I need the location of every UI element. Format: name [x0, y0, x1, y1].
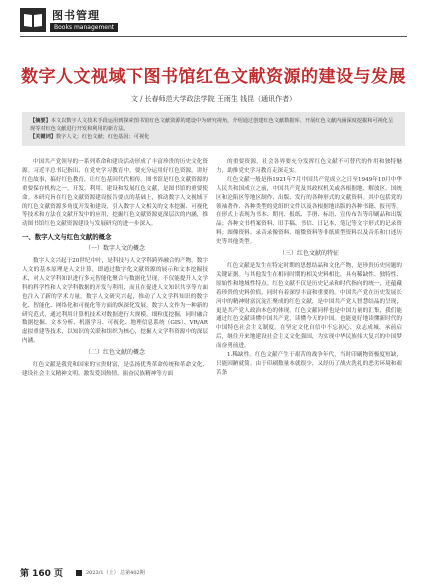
abstract-text: 本文以数字人文技术手段运用到探索图书馆红色文献资源的建设中为研究视角，介绍通过创建红色文献数据库、开展红色文献内涵深度挖掘和可视化呈现等对红色文献进行开发和利用的新方法。 [30, 118, 394, 132]
right-column [216, 158, 402, 378]
keywords-text: 数字人文；红色文献；红色基因；可视化 [55, 134, 150, 140]
section-header [20, 6, 407, 40]
section-heading: 一、数字人文与红色文献的概念 [22, 233, 112, 242]
subsection-heading: （一）数字人文的概念 [84, 245, 145, 253]
paragraph: 数字人文兴起于20世纪中叶，是科技与人文学科跨界融合的产物。数字人文的基本原理是人文计算，即通过数字化文献资源的展示和文本挖掘技术，对人文学科知识进行多元智能化聚合与数据化呈现，不仅能提升人文学科的科学性和人文学科数据的开发与利用，而且在促进人文知识共享等方面也注入了新的学术力量。数字人文研究兴起，推动了人文学科知识的数字化、智能化、网络化和可视化等方面的纵深化发展。数字人文作为一种新的研究范式，通过利用计算机技术对数据进行大规模、细粒度挖掘，同时融合数据挖掘、文本分析、机器学习、可视化、地理信息系统（GIS）、VR/AR虚拟重建等技术，以知识的关联和组织为核心，挖掘人文学科资源中的深层内涵。 [22, 258, 208, 345]
section-subtitle: Books management [50, 23, 118, 32]
paragraph: 1.稀缺性。红色文献产生于艰苦的战争年代，当时印刷物资极度短缺，只能因陋就简。由于印刷数量本就很少，又经历了战火洗礼的恶劣环境和艰苦条 [216, 352, 402, 376]
section-title: 图书管理 [52, 9, 100, 22]
paragraph: 的重要资源，社会各界要充分发挥红色文献不可替代的作用和独特魅力，助推党史学习教育走深走实。 [216, 159, 402, 174]
paragraph: 中国共产党领导的一系列革命和建设活动形成了丰富珍贵的历史文化资源。习近平总书记指出，在党史学习教育中，要充分运用好红色资源，讲好红色故事，搞好红色教育，让红色基因代代相传。图书馆是红色文献资源的重要保存机构之一，开发、利用、建设和发展红色文献，是图书馆的重要使命。本研究旨在红色文献资源建设报告要点的基础上，推动数字人文视域下的红色文献资源多角度开发和建设，引入数字人文相关的文本挖掘、可视化等技术和方法在文献开发中的应用，挖掘红色文献资源更深层次的内涵，推动图书馆红色文献资源建设与发展研究的进一步深入。 [22, 159, 208, 228]
paragraph: 红色文献是我党和国家的宝贵财富，是弘扬优秀革命传统和革命文化、建设社会主义精神文明、激发爱国热情、振奋民族精神等方面 [22, 362, 208, 377]
header-divider [20, 36, 407, 37]
abstract-label: 【摘要】 [30, 118, 51, 124]
issue-info: 2023/1（上） 总第402期 [86, 570, 145, 576]
paragraph: 红色文献一般是指1921年7月中国共产党成立之日至1949年10月中华人民共和国成立之前，中国共产党及其政权机关或各根据地、解放区、国统区和沦陷区等地区制作、出版、发行的各种形式的文献资料。其中包括党的领袖著作、各种类型的党组织文件以及各根据地出版的各种书籍、报刊等。在形式上表现为书本、期刊、报纸、手册、标语、宣传布告等印刷品和出版品；各种文书档案资料、旧手稿、书信、日记本、笔记等文字形式的记录资料；图像资料、录音录像资料、缩微资料等非纸质型资料以及音乐和口述历史等其他类型。 [216, 176, 402, 246]
subsection-heading: （三）红色文献的特征 [278, 250, 339, 258]
abstract-box [22, 112, 405, 146]
left-column [22, 158, 208, 379]
author-line: 文 / 长春师范大学政法学院 王雨生 钱昆（通讯作者） [130, 95, 297, 103]
subsection-heading: （二）红色文献的概念 [84, 349, 145, 357]
abstract [30, 117, 397, 133]
footer-marker [76, 570, 82, 576]
page-footer [20, 566, 407, 580]
article-title: 数字人文视域下图书馆红色文献资源的建设与发展 [21, 67, 406, 87]
book-icon [20, 8, 46, 32]
page-number: 第 160 页 [20, 569, 64, 579]
paragraph: 红色文献是发生在特定时期的思想结晶和文化产物，是珍贵历史问题的关键证据。与其他发生在相同时期的相关史料相比，具有稀缺性、独特性、原始性和地域性特点。红色文献不仅是历史记录和时代指向的统一，还蕴藏着珍贵的史料价值，同时有着深厚丰富和重要的。中国共产党在历史发展长河中的精神财富沉淀汇聚成的红色文献，是中国共产党人智慧结晶的呈现，更是共产党人政治本色的体现。红色文献同样也是中国力量的汇集，我们能通过红色文献读懂中国共产党，读懂今天的中国。也能更好地读懂新时代的中国特色社会主义制度。在坚定文化自信中不忘初心、众志成城、承前启后，继往开来地建设社会主义文化强国，为实现中华民族伟大复兴的中国梦而奋勇前进。 [216, 262, 402, 350]
keywords-label: 【关键词】 [30, 134, 56, 140]
keywords [30, 133, 397, 141]
